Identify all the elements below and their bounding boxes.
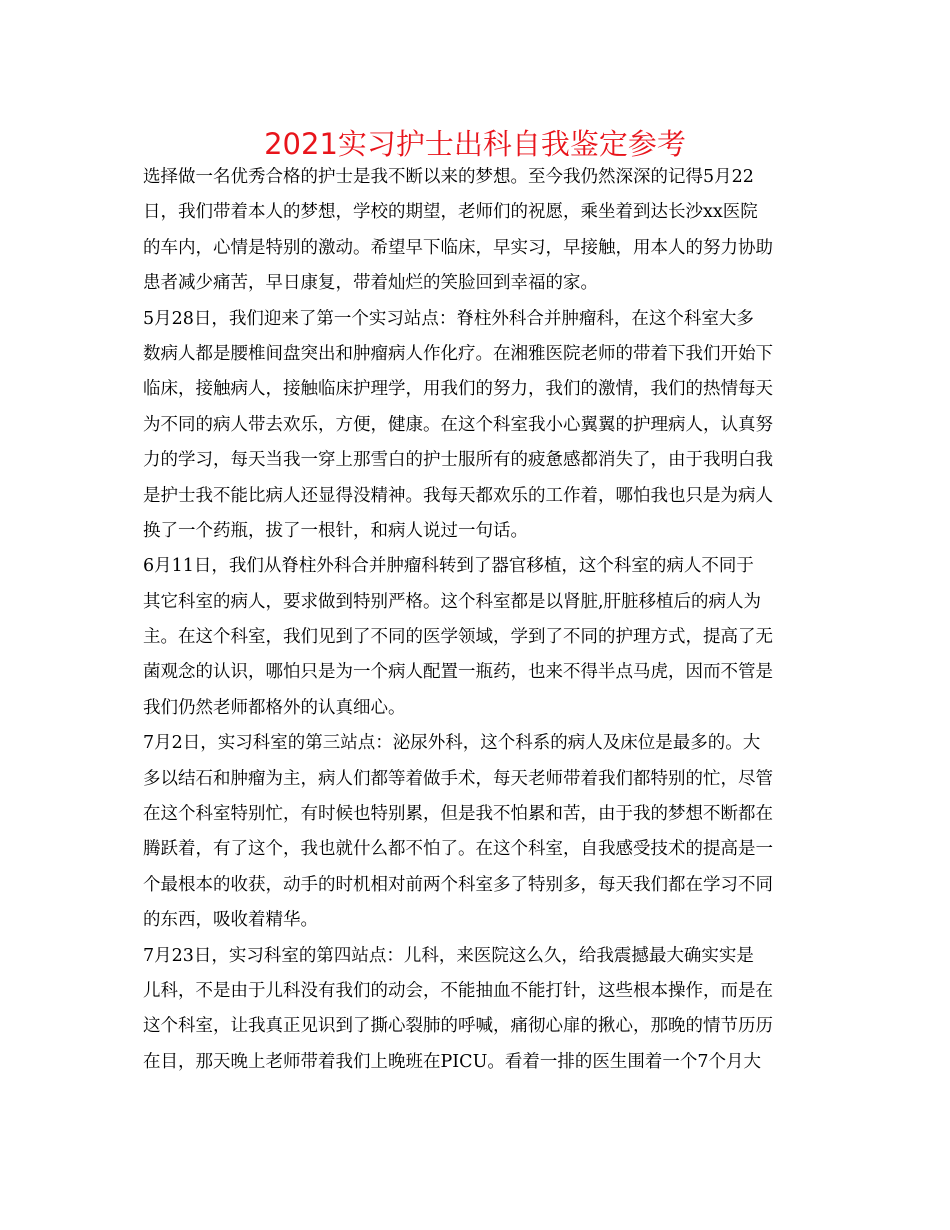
body-line: 力的学习，每天当我一穿上那雪白的护士服所有的疲惫感都消失了，由于我明白我 xyxy=(143,450,773,471)
body-line: 主。在这个科室，我们见到了不同的医学领域，学到了不同的护理方式，提高了无 xyxy=(143,627,773,648)
body-line: 7月23日，实习科室的第四站点：儿科，来医院这么久，给我震撼最大确实实是 xyxy=(143,945,754,966)
body-line: 换了一个药瓶，拔了一根针，和病人说过一句话。 xyxy=(143,520,528,541)
body-line: 多以结石和肿瘤为主，病人们都等着做手术，每天老师带着我们都特别的忙，尽管 xyxy=(143,768,773,789)
body-line: 临床，接触病人，接触临床护理学，用我们的努力，我们的激情，我们的热情每天 xyxy=(143,379,773,400)
document-body xyxy=(143,160,817,1080)
body-line: 的车内，心情是特别的激动。希望早下临床，早实习，早接触，用本人的努力协助 xyxy=(143,237,773,258)
body-line: 为不同的病人带去欢乐，方便，健康。在这个科室我小心翼翼的护理病人，认真努 xyxy=(143,414,773,435)
body-line: 在这个科室特别忙，有时候也特别累，但是我不怕累和苦，由于我的梦想不断都在 xyxy=(143,804,773,825)
body-line: 数病人都是腰椎间盘突出和肿瘤病人作化疗。在湘雅医院老师的带着下我们开始下 xyxy=(143,343,773,364)
document-title: 2021实习护士出科自我鉴定参考 xyxy=(264,127,686,161)
body-line: 个最根本的收获，动手的时机相对前两个科室多了特别多，每天我们都在学习不同 xyxy=(143,874,773,895)
body-line: 菌观念的认识，哪怕只是为一个病人配置一瓶药，也来不得半点马虎，因而不管是 xyxy=(143,662,773,683)
body-line: 其它科室的病人，要求做到特别严格。这个科室都是以肾脏,肝脏移植后的病人为 xyxy=(143,591,762,612)
body-line: 是护士我不能比病人还显得没精神。我每天都欢乐的工作着，哪怕我也只是为病人 xyxy=(143,485,773,506)
body-line: 腾跃着，有了这个，我也就什么都不怕了。在这个科室，自我感受技术的提高是一 xyxy=(143,839,773,860)
body-line: 日，我们带着本人的梦想，学校的期望，老师们的祝愿，乘坐着到达长沙xx医院 xyxy=(143,202,758,223)
body-line: 我们仍然老师都格外的认真细心。 xyxy=(143,697,406,718)
body-line: 6月11日，我们从脊柱外科合并肿瘤科转到了器官移植，这个科室的病人不同于 xyxy=(143,556,754,577)
body-line: 患者减少痛苦，早日康复，带着灿烂的笑脸回到幸福的家。 xyxy=(143,273,598,294)
body-line: 5月28日，我们迎来了第一个实习站点：脊柱外科合并肿瘤科，在这个科室大多 xyxy=(143,308,754,329)
body-line: 在目，那天晚上老师带着我们上晚班在PICU。看着一排的医生围着一个7个月大 xyxy=(143,1051,761,1072)
body-line: 选择做一名优秀合格的护士是我不断以来的梦想。至今我仍然深深的记得5月22 xyxy=(143,167,754,187)
body-line: 儿科，不是由于儿科没有我们的动会，不能抽血不能打针，这些根本操作，而是在 xyxy=(143,980,773,1001)
body-line: 这个科室，让我真正见识到了撕心裂肺的呼喊，痛彻心扉的揪心，那晚的情节历历 xyxy=(143,1016,773,1037)
body-line: 的东西，吸收着精华。 xyxy=(143,910,318,931)
body-line: 7月2日，实习科室的第三站点：泌尿外科，这个科系的病人及床位是最多的。大 xyxy=(143,733,761,754)
